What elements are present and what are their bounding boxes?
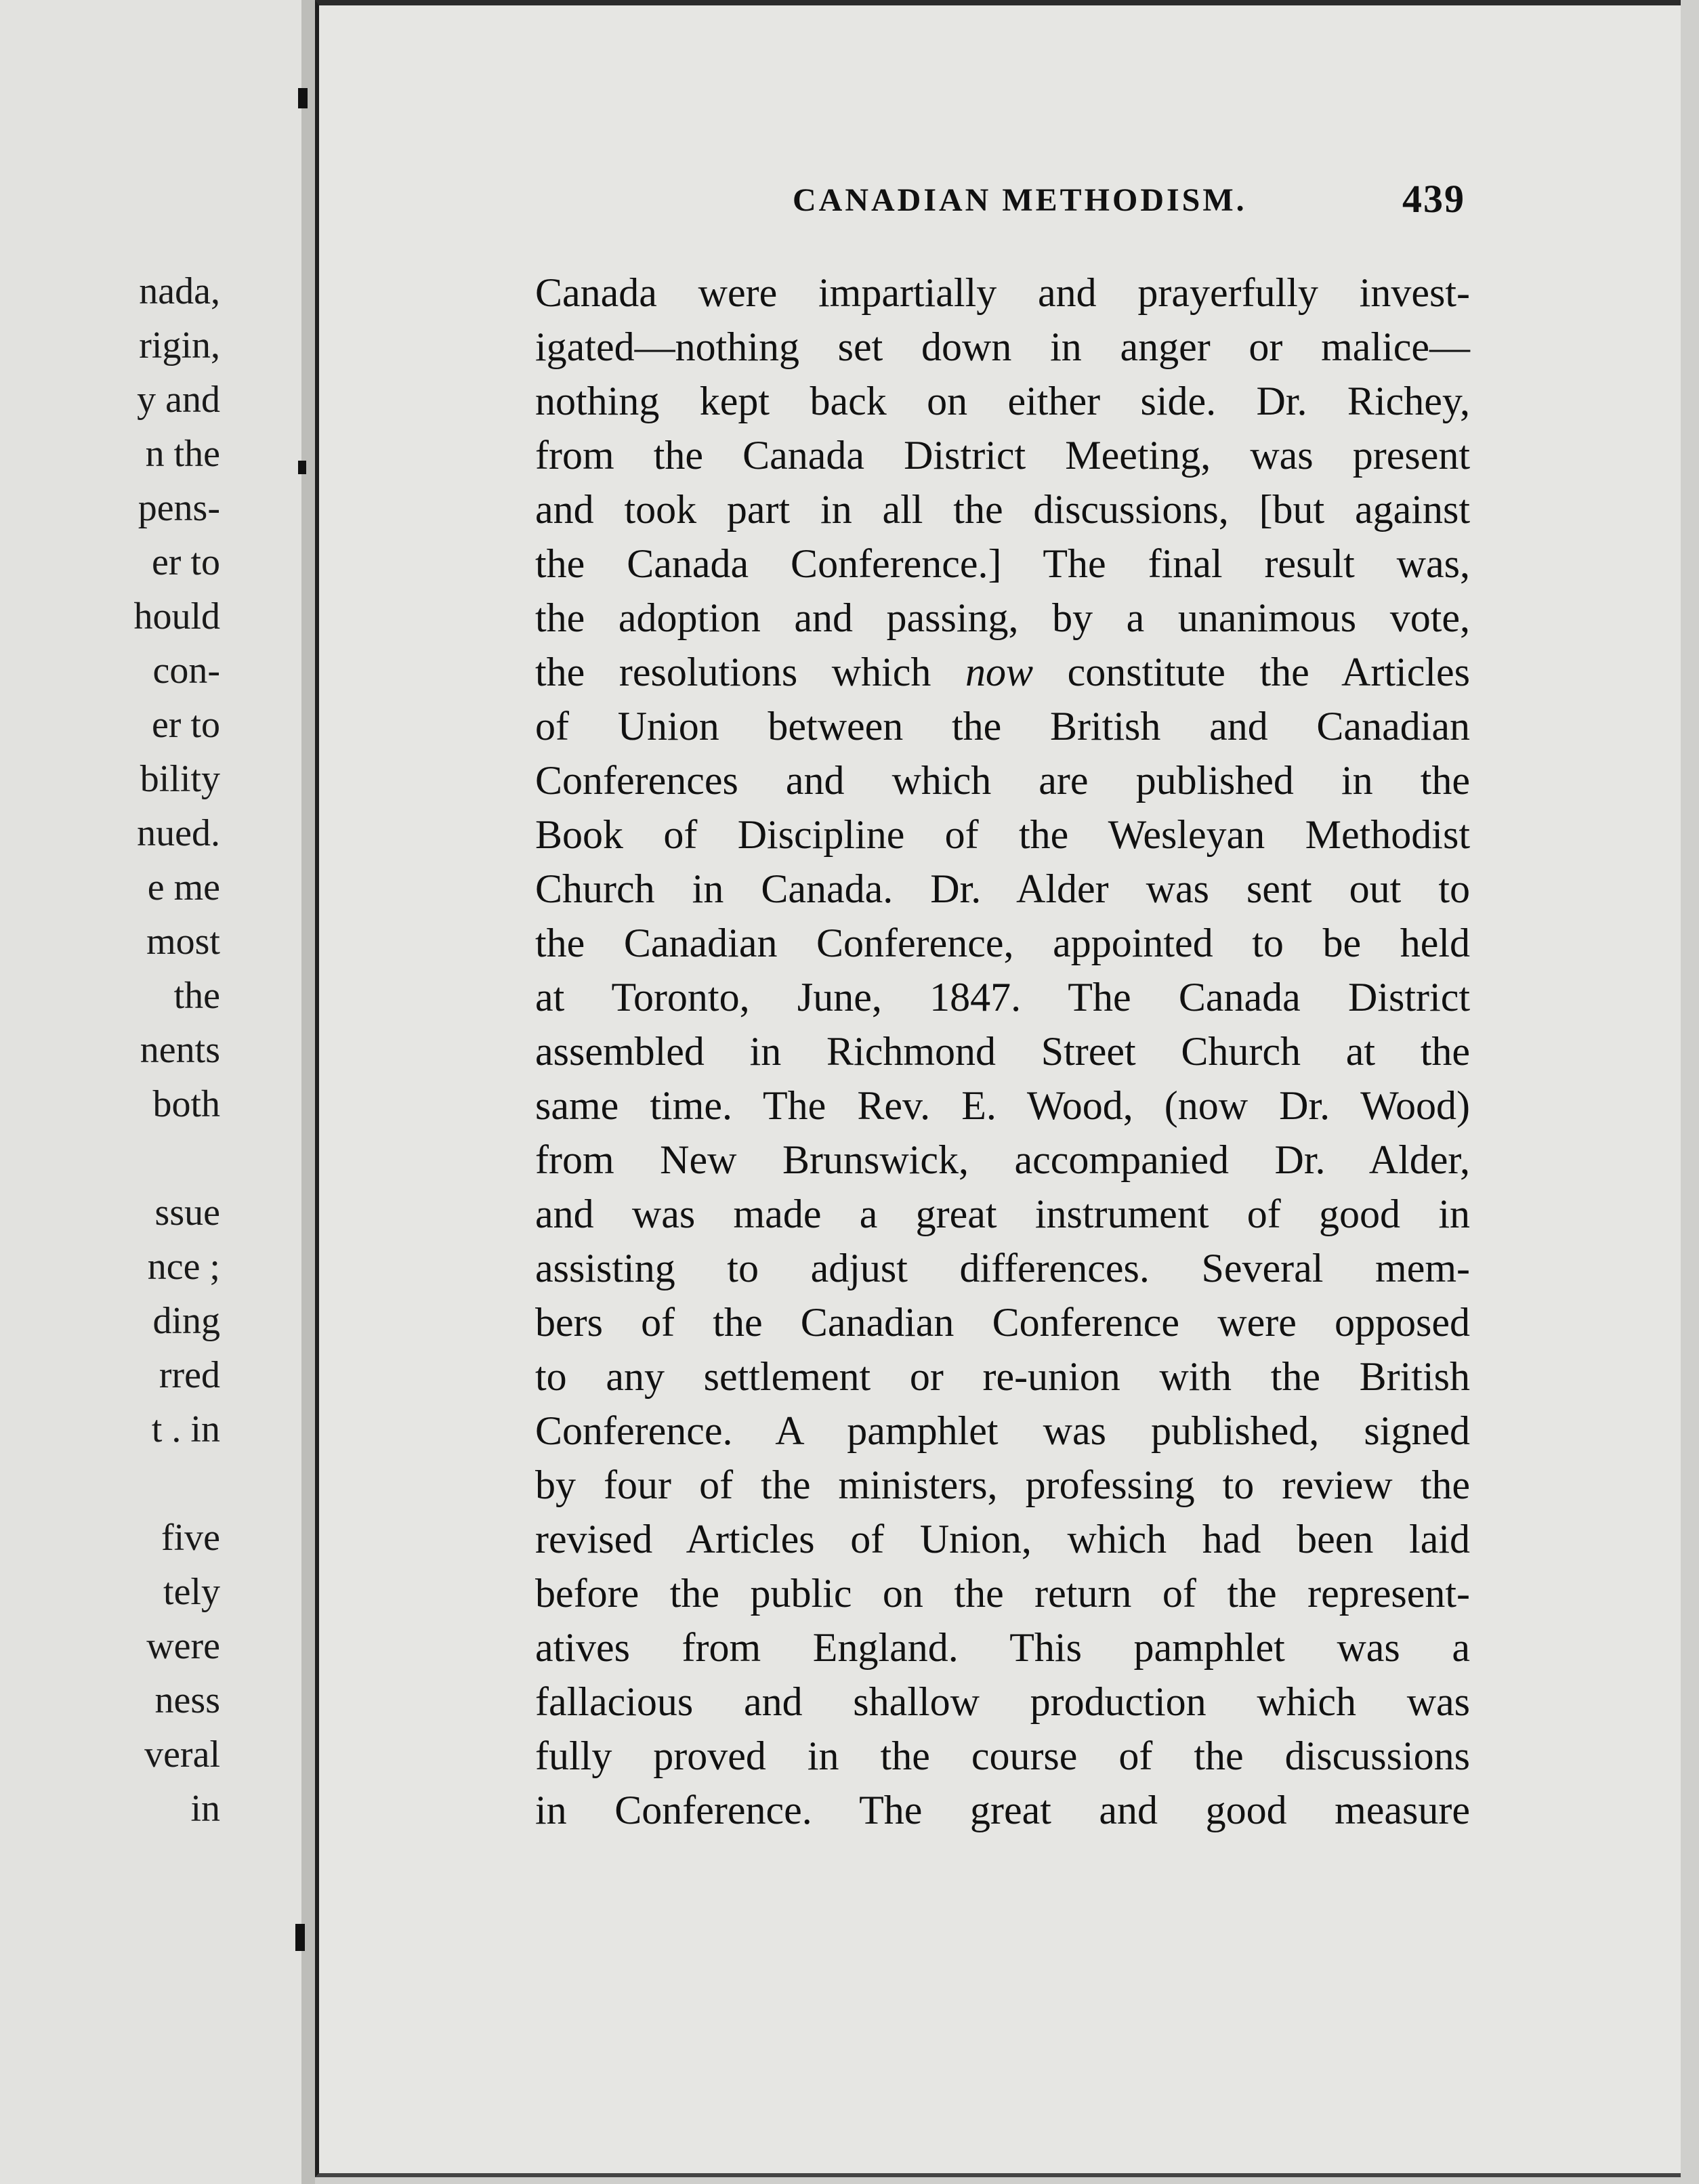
body-line: the adoption and passing, by a unanimous vote, (535, 595, 1470, 640)
body-line: the Canada Conference.] The final result was, (535, 541, 1470, 586)
body-line: assembled in Richmond Street Church at the (535, 1029, 1470, 1074)
scan-mark (298, 88, 308, 108)
left-page-line-fragment: five (161, 1517, 220, 1559)
emphasized-word: now (965, 650, 1034, 694)
left-facing-page (0, 0, 306, 2184)
left-page-line-fragment: con- (152, 650, 220, 692)
scan-mark (295, 1924, 305, 1951)
left-page-line-fragment: e me (147, 866, 220, 908)
body-line: Church in Canada. Dr. Alder was sent out to (535, 866, 1470, 911)
body-line: at Toronto, June, 1847. The Canada District (535, 975, 1470, 1020)
body-line: Canada were impartially and prayerfully invest- (535, 270, 1470, 315)
left-page-line-fragment: pens- (138, 487, 220, 529)
left-page-line-fragment: ding (152, 1300, 220, 1342)
body-line-part: the resolutions which (535, 650, 965, 694)
body-line: fallacious and shallow production which was (535, 1679, 1470, 1724)
body-line-part: constitute the Articles (1033, 650, 1470, 694)
body-line: same time. The Rev. E. Wood, (now Dr. Wood) (535, 1083, 1470, 1128)
left-page-line-fragment: ness (154, 1679, 220, 1721)
body-line: Conference. A pamphlet was published, signed (535, 1408, 1470, 1453)
left-page-line-fragment: hould (133, 595, 220, 637)
left-page-line-fragment: n the (145, 433, 220, 475)
left-page-line-fragment: veral (144, 1734, 220, 1776)
left-page-line-fragment: nents (140, 1029, 220, 1071)
body-line: and took part in all the discussions, [but against (535, 487, 1470, 532)
body-line: of Union between the British and Canadian (535, 704, 1470, 749)
body-line: Conferences and which are published in the (535, 758, 1470, 803)
scan-mark (298, 461, 306, 474)
body-line: revised Articles of Union, which had been laid (535, 1517, 1470, 1561)
body-line: fully proved in the course of the discussions (535, 1734, 1470, 1778)
body-line: to any settlement or re-union with the British (535, 1354, 1470, 1399)
body-line: in Conference. The great and good measure (535, 1788, 1470, 1832)
left-page-line-fragment: tely (163, 1571, 220, 1613)
body-line: and was made a great instrument of good in (535, 1192, 1470, 1236)
left-page-line-fragment: in (190, 1788, 220, 1830)
body-line: nothing kept back on either side. Dr. Richey, (535, 379, 1470, 423)
body-line: the Canadian Conference, appointed to be held (535, 921, 1470, 965)
left-page-line-fragment: t . in (151, 1408, 220, 1450)
body-line: igated—nothing set down in anger or malice— (535, 324, 1470, 369)
body-line (535, 645, 1470, 699)
left-page-line-fragment: y and (137, 379, 220, 421)
left-page-line-fragment: rigin, (139, 324, 220, 366)
left-page-line-fragment: er to (151, 541, 220, 583)
body-line: Book of Discipline of the Wesleyan Methodist (535, 812, 1470, 857)
left-page-line-fragment: nada, (139, 270, 220, 312)
book-gutter (301, 0, 315, 2184)
body-line: from the Canada District Meeting, was present (535, 433, 1470, 478)
left-page-line-fragment: the (173, 975, 220, 1017)
body-line: by four of the ministers, professing to review the (535, 1463, 1470, 1507)
body-line: bers of the Canadian Conference were opposed (535, 1300, 1470, 1345)
body-line: from New Brunswick, accompanied Dr. Alder, (535, 1137, 1470, 1182)
body-line: assisting to adjust differences. Several mem- (535, 1246, 1470, 1290)
left-page-line-fragment: nce ; (147, 1246, 220, 1288)
running-head-title: CANADIAN METHODISM. (793, 182, 1247, 218)
left-page-line-fragment: ssue (154, 1192, 220, 1234)
left-page-line-fragment: most (146, 921, 220, 963)
body-line: atives from England. This pamphlet was a (535, 1625, 1470, 1670)
left-page-line-fragment: er to (151, 704, 220, 746)
left-page-line-fragment: nued. (137, 812, 220, 854)
left-page-line-fragment: both (152, 1083, 220, 1125)
page-number: 439 (1402, 177, 1465, 221)
body-line: before the public on the return of the represent- (535, 1571, 1470, 1616)
left-page-line-fragment: rred (159, 1354, 220, 1396)
left-page-line-fragment: bility (140, 758, 220, 800)
left-page-line-fragment: were (146, 1625, 220, 1667)
body-text (535, 266, 1470, 1837)
